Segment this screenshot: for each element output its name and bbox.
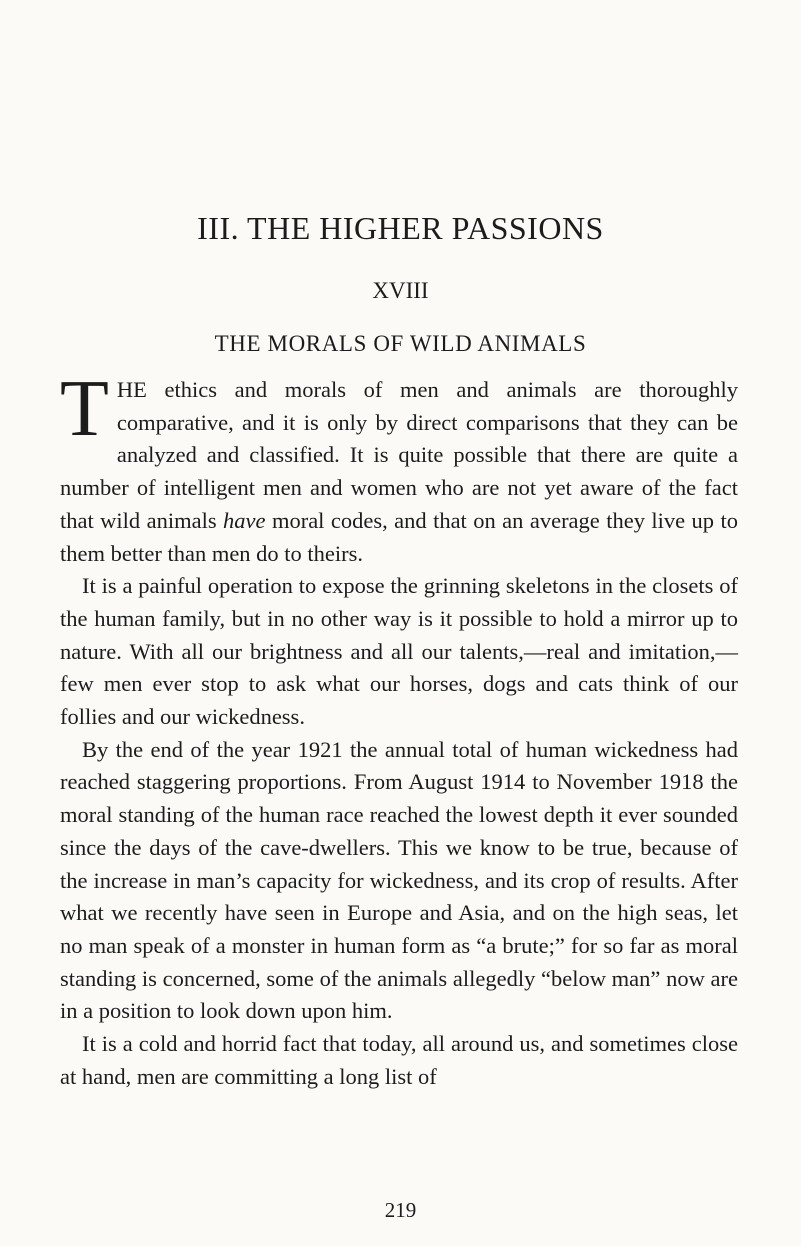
chapter-number: XVIII <box>372 278 429 303</box>
paragraph-1-emphasis: have <box>223 507 266 533</box>
page-number: 219 <box>384 1198 417 1222</box>
paragraph-4: It is a cold and horrid fact that today, all around us, and sometimes close at hand, men are committing a long list of <box>60 1031 738 1089</box>
paragraph-1-text-before: HE ethics and morals of men and animals are thoroughly comparative, and it is only by direct comparisons that they can be analyzed and classified. It is quite possible that there are quite a number of intelligent men and women who are not yet aware of the fact that wild animals <box>60 377 738 533</box>
body-text <box>60 365 738 1093</box>
paragraph-3: By the end of the year 1921 the annual total of human wickedness had reached staggering proportions. From August 1914 to November 1918 the moral standing of the human race reached the lowest depth it ever sounded since the days of the cave-dwellers. This we know to be true, because of the increase in man’s capacity for wickedness, and its crop of results. After what we recently have seen in Europe and Asia, and on the high seas, let no man speak of a monster in human form as “a brute;” for so far as moral standing is concerned, some of the animals allegedly “below man” now are in a position to look down upon him. <box>60 736 738 1024</box>
paragraph-1 <box>60 365 738 570</box>
chapter-title: THE MORALS OF WILD ANIMALS <box>214 331 587 356</box>
part-title: III. THE HIGHER PASSIONS <box>197 210 604 246</box>
paragraph-1-text-after: moral codes, and that on an average they live up to them better than men do to theirs. <box>60 507 738 566</box>
drop-cap: T <box>60 365 109 453</box>
paragraph-2: It is a painful operation to expose the grinning skeletons in the closets of the human family, but in no other way is it possible to hold a mirror up to nature. With all our brightness and all our talents,—real and imitation,—few men ever stop to ask what our horses, dogs and cats think of our follies and our wickedness. <box>60 573 738 730</box>
